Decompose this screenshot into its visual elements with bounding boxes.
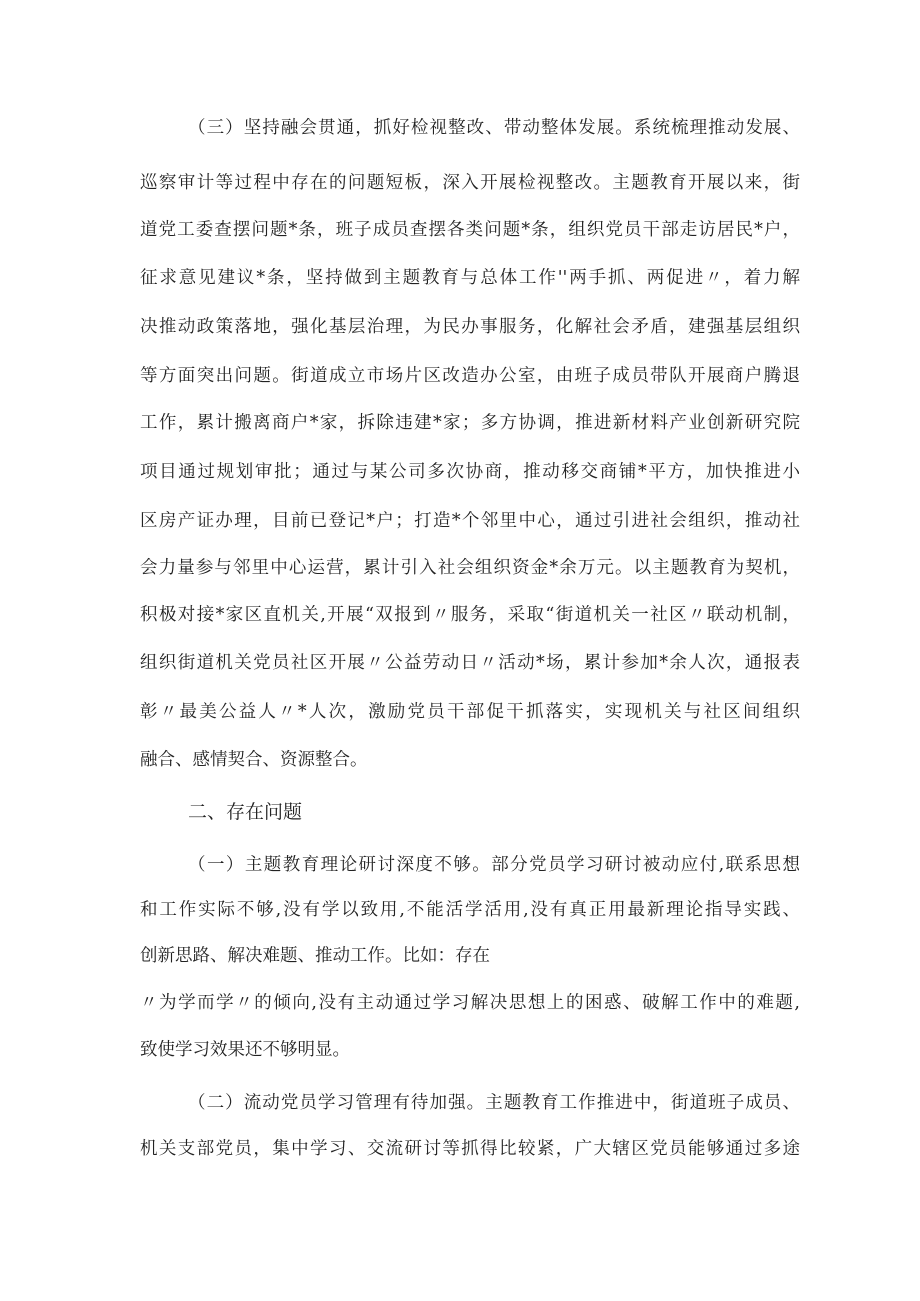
paragraph-line: （一）主题教育理论研讨深度不够。部分党员学习研讨被动应付,联系思想 <box>188 855 800 875</box>
paragraph-line: 彰〃最美公益人〃*人次，激励党员干部促干抓落实，实现机关与社区间组织 <box>140 702 800 722</box>
paragraph-line: 会力量参与邻里中心运营，累计引入社会组织资金*余万元。以主题教育为契机， <box>140 558 800 578</box>
paragraph-line: （三）坚持融会贯通，抓好检视整改、带动整体发展。系统梳理推动发展、 <box>188 118 800 138</box>
paragraph-line: 机关支部党员，集中学习、交流研讨等抓得比较紧，广大辖区党员能够通过多途 <box>140 1139 800 1159</box>
paragraph-line: 等方面突出问题。街道成立市场片区改造办公室，由班子成员带队开展商户腾退 <box>140 366 800 386</box>
paragraph-line: 融合、感情契合、资源整合。 <box>140 750 368 770</box>
paragraph-line: 征求意见建议*条，坚持做到主题教育与总体工作''两手抓、两促进〃，着力解 <box>140 268 800 288</box>
paragraph-line: 〃为学而学〃的倾向,没有主动通过学习解决思想上的困惑、破解工作中的难题, <box>140 993 800 1013</box>
section-heading: 二、存在问题 <box>188 801 303 823</box>
paragraph-line: 和工作实际不够,没有学以致用,不能活学活用,没有真正用最新理论指导实践、 <box>140 900 800 920</box>
paragraph-line: 巡察审计等过程中存在的问题短板，深入开展检视整改。主题教育开展以来，街 <box>140 173 800 193</box>
paragraph-line: （二）流动党员学习管理有待加强。主题教育工作推进中，街道班子成员、 <box>188 1093 800 1113</box>
paragraph-line: 积极对接*家区直机关,开展“双报到〃服务，采取“街道机关一社区〃联动机制， <box>140 605 800 625</box>
paragraph-line: 创新思路、解决难题、推动工作。比如：存在 <box>140 946 490 966</box>
paragraph-line: 组织街道机关党员社区开展〃公益劳动日〃活动*场，累计参加*余人次，通报表 <box>140 653 800 673</box>
paragraph-line: 道党工委查摆问题*条，班子成员查摆各类问题*条，组织党员干部走访居民*户， <box>140 220 800 240</box>
paragraph-line: 区房产证办理，目前已登记*户；打造*个邻里中心，通过引进社会组织，推动社 <box>140 511 800 531</box>
paragraph-line: 致使学习效果还不够明显。 <box>140 1040 350 1060</box>
paragraph-line: 决推动政策落地，强化基层治理，为民办事服务，化解社会矛盾，建强基层组织 <box>140 317 800 337</box>
paragraph-line: 工作，累计搬离商户*家，拆除违建*家；多方协调，推进新材料产业创新研究院 <box>140 413 800 433</box>
paragraph-line: 项目通过规划审批；通过与某公司多次协商，推动移交商铺*平方，加快推进小 <box>140 462 800 482</box>
